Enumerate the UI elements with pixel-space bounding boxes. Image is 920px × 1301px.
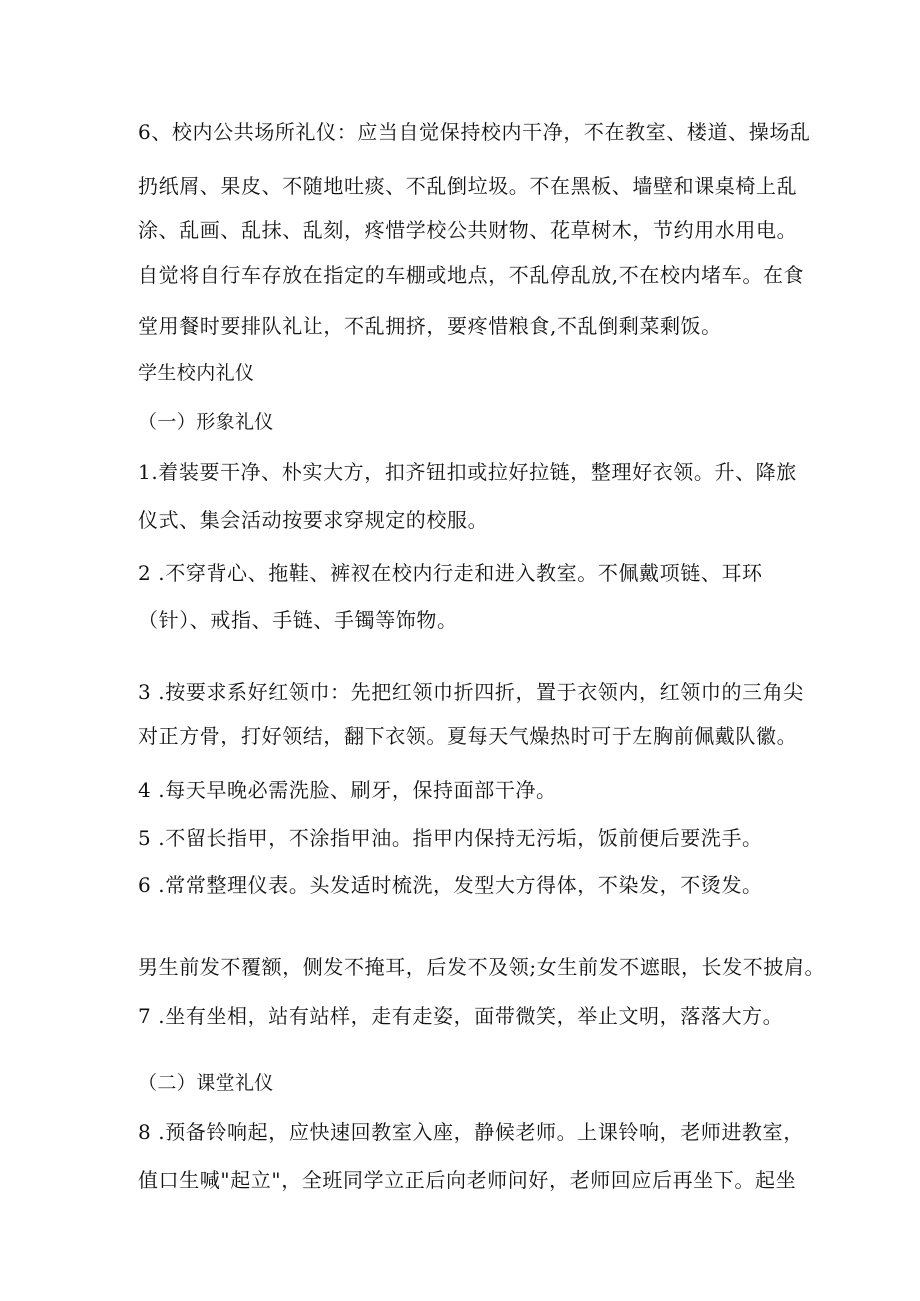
paragraph-line: 对正方骨，打好领结，翻下衣领。夏每天气燥热时可于左胸前佩戴队徽。	[138, 724, 798, 748]
paragraph-line: 6、校内公共场所礼仪：应当自觉保持校内干净，不在教室、楼道、操场乱	[138, 120, 811, 144]
paragraph-line: 4 .每天早晚必需洗脸、刷牙，保持面部干净。	[138, 778, 557, 802]
paragraph-line: 涂、乱画、乱抹、乱刻，疼惜学校公共财物、花草树木，节约用水用电。	[138, 218, 798, 242]
paragraph-line: 仪式、集会活动按要求穿规定的校服。	[138, 508, 489, 532]
paragraph-line: 1.着装要干净、朴实大方，扣齐钮扣或拉好拉链，整理好衣领。升、降旅	[138, 460, 797, 484]
section-title: 学生校内礼仪	[138, 362, 255, 384]
paragraph-line: 扔纸屑、果皮、不随地吐痰、不乱倒垃圾。不在黑板、墙壁和课桌椅上乱	[138, 174, 798, 198]
paragraph-line: 自觉将自行车存放在指定的车棚或地点，不乱停乱放,不在校内堵车。在食	[138, 263, 805, 287]
paragraph-line: 7 .坐有坐相，站有站样，走有走姿，面带微笑，举止文明，落落大方。	[138, 1004, 784, 1028]
paragraph-line: （针）、戒指、手链、手镯等饰物。	[138, 608, 458, 632]
paragraph-line: 2 .不穿背心、拖鞋、裤衩在校内行走和进入教室。不佩戴项链、耳环	[138, 561, 763, 585]
paragraph-line: 5 .不留长指甲，不涂指甲油。指甲内保持无污垢，饭前便后要洗手。	[138, 826, 763, 850]
paragraph-line: 6 .常常整理仪表。头发适时梳洗，发型大方得体，不染发，不烫发。	[138, 873, 763, 897]
subsection-heading: （二）课堂礼仪	[138, 1072, 274, 1094]
paragraph-line: 男生前发不覆额，侧发不掩耳，后发不及领;女生前发不遮眼，长发不披肩。	[138, 955, 826, 979]
paragraph-line: 3 .按要求系好红领巾：先把红领巾折四折，置于衣领内，红领巾的三角尖	[138, 680, 804, 704]
paragraph-line: 8 .预备铃响起，应快速回教室入座，静候老师。上课铃响，老师进教室，	[138, 1120, 804, 1144]
paragraph-line: 堂用餐时要排队礼让，不乱拥挤，要疼惜粮食,不乱倒剩菜剩饭。	[138, 314, 722, 338]
paragraph-line: 值口生喊"起立"，全班同学立正后向老师问好，老师回应后再坐下。起坐	[138, 1168, 797, 1192]
subsection-heading: （一）形象礼仪	[138, 411, 274, 433]
